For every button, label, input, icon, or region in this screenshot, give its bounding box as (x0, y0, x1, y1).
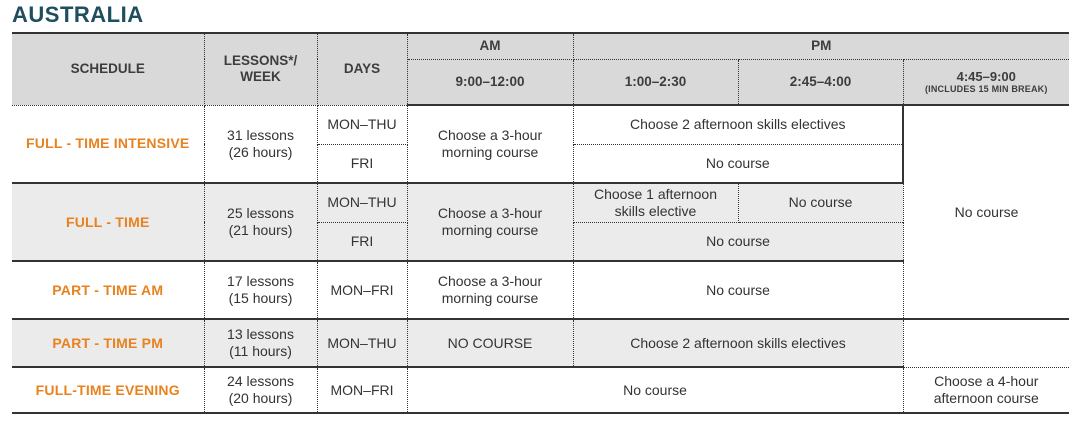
header-pm-time-3 (903, 59, 1069, 105)
days-cell: FRI (317, 222, 407, 261)
pm-cell: No course (573, 261, 903, 319)
header-pm-time-3-label: 4:45–9:00 (956, 68, 1016, 84)
schedule-name: PART - TIME PM (12, 319, 204, 367)
lessons-count: 24 lessons (227, 373, 294, 390)
pm-cell: Choose 2 afternoon skills electives (573, 105, 903, 144)
lessons-hours: (21 hours) (228, 222, 293, 238)
schedule-table (12, 32, 1069, 414)
evening-cell-merged: No course (903, 105, 1069, 319)
lessons-hours: (26 hours) (228, 143, 293, 160)
lessons-cell (204, 105, 317, 183)
lessons-hours: (15 hours) (228, 290, 293, 306)
am-cell: Choose a 3-hour morning course (407, 261, 573, 319)
days-cell: MON–FRI (317, 261, 407, 319)
schedule-name: FULL - TIME (12, 183, 204, 261)
header-days: DAYS (317, 33, 407, 105)
lessons-cell (204, 261, 317, 319)
days-cell: FRI (317, 144, 407, 183)
am-cell: Choose a 3-hour morning course (407, 105, 573, 183)
header-row-1 (12, 33, 1069, 59)
header-pm-time-1: 1:00–2:30 (573, 59, 738, 105)
page-title: AUSTRALIA (12, 2, 144, 27)
lessons-hours: (11 hours) (229, 343, 292, 359)
pm-cell: No course (738, 183, 903, 222)
evening-cell: Choose a 4-hour afternoon course (903, 367, 1069, 413)
lessons-count: 17 lessons (227, 273, 294, 290)
days-cell: MON–THU (317, 319, 407, 367)
header-pm: PM (573, 33, 1069, 59)
table-row-full-time-intensive-a (12, 105, 1069, 144)
header-pm-time-3-note: (INCLUDES 15 MIN BREAK) (924, 84, 1048, 95)
pm-cell: No course (573, 144, 903, 183)
schedule-name: FULL - TIME INTENSIVE (12, 105, 204, 183)
lessons-cell (204, 367, 317, 413)
days-cell: MON–THU (317, 183, 407, 222)
header-am: AM (407, 33, 573, 59)
lessons-hours: (20 hours) (228, 390, 293, 406)
pm-cell: Choose 2 afternoon skills electives (573, 319, 903, 367)
am-cell: NO COURSE (407, 319, 573, 367)
lessons-count: 31 lessons (227, 126, 294, 143)
header-schedule: SCHEDULE (12, 33, 204, 105)
days-cell: MON–THU (317, 105, 407, 144)
table-row-full-time-evening (12, 367, 1069, 413)
pm-cell: Choose 1 afternoon skills elective (573, 183, 738, 222)
days-cell: MON–FRI (317, 367, 407, 413)
lessons-count: 13 lessons (227, 326, 294, 343)
header-pm-time-2: 2:45–4:00 (738, 59, 903, 105)
header-am-time: 9:00–12:00 (407, 59, 573, 105)
daytime-cell: No course (407, 367, 903, 413)
header-lessons-week: LESSONS*/ WEEK (204, 33, 317, 105)
lessons-cell (204, 319, 317, 367)
schedule-name: PART - TIME AM (12, 261, 204, 319)
lessons-count: 25 lessons (227, 205, 294, 222)
table-row-part-time-pm (12, 319, 1069, 367)
pm-cell: No course (573, 222, 903, 261)
am-cell: Choose a 3-hour morning course (407, 183, 573, 261)
schedule-name: FULL-TIME EVENING (12, 367, 204, 413)
lessons-cell (204, 183, 317, 261)
